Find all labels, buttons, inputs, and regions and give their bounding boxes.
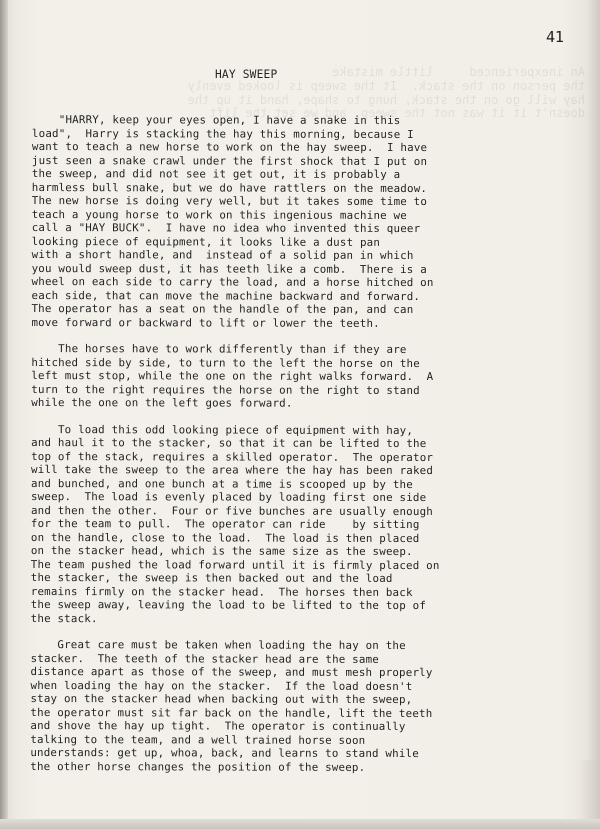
text-line: left must stop, while the one on the right walks forward. A	[31, 368, 434, 384]
text-line: want to teach a new horse to work on the hay sweep. I have	[31, 139, 428, 155]
page-number: 41	[546, 28, 564, 46]
text-line: will take the sweep to the area where the hay has been raked	[31, 462, 434, 478]
text-line: you would sweep dust, it has teeth like a comb. There is a	[31, 261, 427, 276]
text-line: load", Harry is stacking the hay this morning, because I	[31, 126, 414, 141]
text-line: stay on the stacker head when backing out with the sweep,	[30, 691, 413, 706]
text-line: the operator must sit far back on the handle, lift the teeth	[30, 705, 433, 720]
text-line: and shove the hay up tight. The operator is continually	[30, 718, 406, 733]
text-line: sweep. The load is evenly placed by loading first one side	[30, 489, 427, 505]
text-line: move forward or backward to lift or lower the teeth.	[31, 315, 380, 330]
page-left-shadow	[0, 0, 8, 829]
page-title: HAY SWEEP	[215, 68, 278, 81]
text-line: while the one on the left goes forward.	[31, 395, 293, 410]
text-line: the sweep, and did not see it get out, it is probably a	[31, 166, 401, 181]
text-line: the stack.	[30, 611, 98, 625]
show-through-text: An inexperienced little mistake the person on the stack. It the sweep is looked evenly hay will go on the stack, hung to shape, hand it up the doesn't it it was not the sweep, and we set the lift	[187, 65, 585, 121]
paragraph-3	[31, 422, 580, 626]
body-text	[30, 113, 580, 787]
text-line: the stacker, the sweep is then backed out and the load	[30, 570, 393, 585]
page-bottom-edge	[0, 819, 600, 829]
text-line: for the team to pull. The operator can ride by sitting	[30, 516, 420, 532]
text-line: just seen a snake crawl under the first shock that I put on	[31, 153, 428, 168]
text-line: with a short handle, and instead of a solid pan in which	[31, 247, 414, 262]
text-line: Great care must be taken when loading the hay on the	[30, 637, 406, 652]
text-line: hitched side by side, to turn to the left the horse on the	[31, 355, 420, 370]
text-line: "HARRY, keep your eyes open, I have a snake in this	[31, 113, 401, 127]
text-line: top of the stack, requires a skilled operator. The operator	[31, 449, 434, 464]
text-line: the other horse changes the position of the sweep.	[30, 759, 366, 774]
text-line: The team pushed the load forward until it is firmly placed on	[30, 557, 440, 572]
text-line: The operator has a seat on the handle of the pan, and can	[31, 301, 414, 316]
text-line: distance apart as those of the sweep, and must mesh properly	[30, 664, 433, 680]
text-line: wheel on each side to carry the load, and a horse hitched on	[31, 274, 434, 290]
text-line: remains firmly on the stacker head. The horses then back	[30, 584, 413, 599]
text-line: each side, that can move the machine backward and forward.	[31, 288, 421, 303]
text-line: talking to the team, and a well trained horse soon	[30, 732, 366, 747]
text-line: and bunched, and one bunch at a time is scooped up by the	[31, 476, 413, 491]
text-line: call a "HAY BUCK". I have no idea who invented this queer	[31, 220, 421, 236]
text-line: on the stacker head, which is the same size as the sweep.	[30, 543, 413, 558]
text-line: on the handle, close to the load. The load is then placed	[30, 530, 420, 545]
paragraph-4	[30, 638, 578, 774]
paragraph-2	[31, 342, 579, 411]
text-line: To load this odd looking piece of equipment with hay,	[31, 422, 414, 437]
text-line: when loading the hay on the stacker. If the load doesn't	[30, 678, 413, 693]
paragraph-1	[31, 113, 580, 330]
text-line: the sweep away, leaving the load to be lifted to the top of	[30, 597, 427, 613]
text-line: stacker. The teeth of the stacker head are the same	[30, 651, 380, 666]
text-line: and then the other. Four or five bunches are usually enough	[30, 503, 434, 518]
text-line: and haul it to the stacker, so that it can be lifted to the	[31, 435, 427, 451]
text-line: teach a young horse to work on this ingenious machine we	[31, 207, 407, 222]
text-line: The horses have to work differently than if they are	[31, 341, 407, 356]
text-line: The new horse is doing very well, but it takes some time to	[31, 193, 428, 209]
text-line: harmless bull snake, but we do have rattlers on the meadow.	[31, 180, 428, 195]
text-line: turn to the right requires the horse on the right to stand	[31, 382, 420, 397]
text-line: understands: get up, whoa, back, and learns to stand while	[30, 745, 419, 761]
text-line: looking piece of equipment, it looks like a dust pan	[31, 234, 381, 249]
